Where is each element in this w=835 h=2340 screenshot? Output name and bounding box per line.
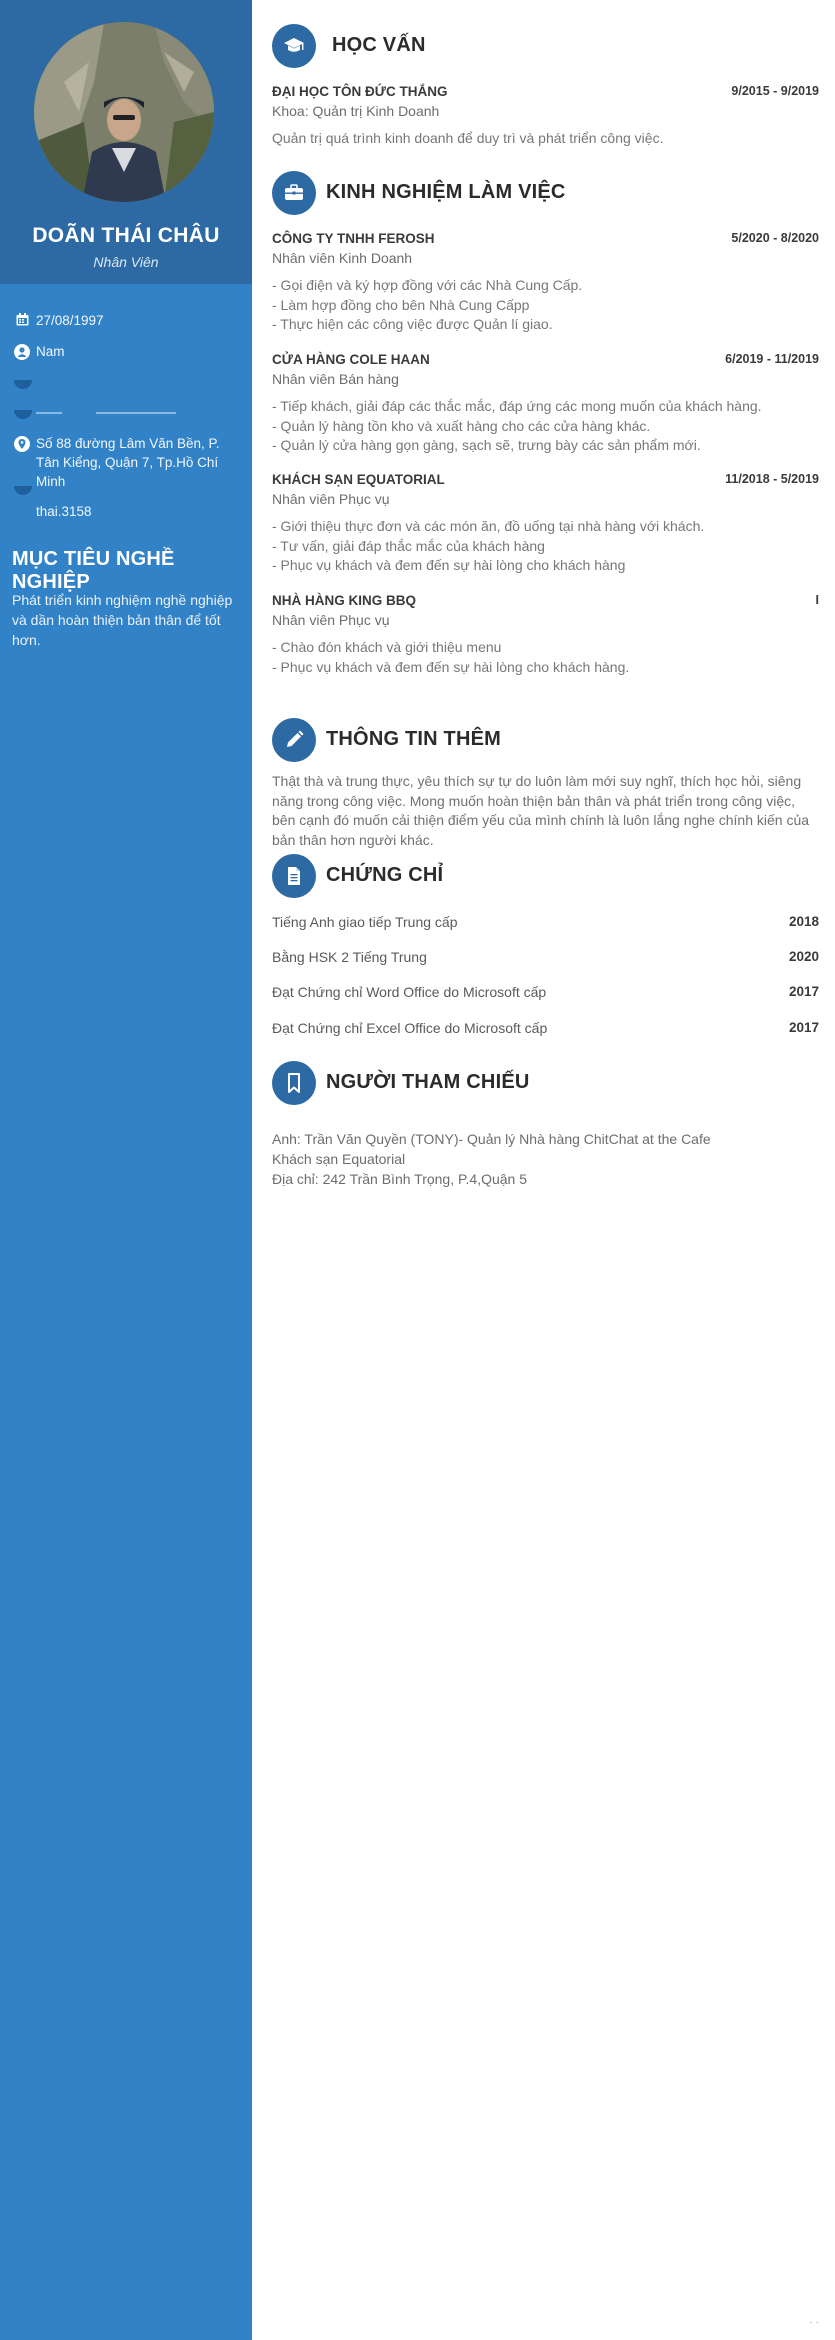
experience-dates: 6/2019 - 11/2019 [725,352,819,366]
experience-title: KINH NGHIỆM LÀM VIỆC [326,181,566,203]
gender-text: Nam [36,344,65,359]
experience-dates: 5/2020 - 8/2020 [731,231,819,245]
certificate-name: Bằng HSK 2 Tiếng Trung [272,949,427,965]
main-content [252,0,835,2340]
additional-text: Thật thà và trung thực, yêu thích sự tự do luôn làm mới suy nghĩ, thích học hỏi, siêng năng trong công việc. Mong muốn hoàn thiện bản thân và phát triển trong công việc, bên cạnh đó muốn cải thiện điểm yếu của mình chính là luôn lắng nghe chính kiến của bản thân hơn người khác. [272,773,810,848]
experience-entry [272,472,819,576]
avatar-photo [34,22,214,202]
social-row[interactable] [14,502,242,521]
company-name: KHÁCH SẠN EQUATORIAL [272,472,445,487]
experience-dates: 11/2018 - 5/2019 [725,472,819,486]
references-title: NGƯỜI THAM CHIẾU [326,1071,530,1093]
reference-line: Địa chỉ: 242 Trần Bình Trọng, P.4,Quận 5 [272,1171,528,1187]
job-description [272,638,819,677]
job-description [272,517,819,576]
certificate-name: Đạt Chứng chỉ Word Office do Microsoft cấp [272,984,547,1000]
sidebar [0,0,252,2340]
briefcase-icon [272,171,316,215]
certificate-year: 2018 [788,914,819,929]
experience-entry [272,352,819,456]
email-icon [14,410,32,419]
certificate-year: 2017 [788,1020,819,1035]
social-icon [14,486,32,495]
education-entry [272,84,819,149]
reference-line: Anh: Trần Văn Quyền (TONY)- Quản lý Nhà hàng ChitChat at the Cafe [272,1131,711,1147]
objective-text: Phát triển kinh nghiệm nghề nghiệp và dần hoàn thiện bản thân để tốt hơn. [12,592,233,648]
certificate-row [272,1020,819,1040]
document-icon [272,854,316,898]
calendar-icon [14,313,30,329]
job-duty: - Tư vấn, giải đáp thắc mắc của khách hàng [272,537,545,554]
education-dates: 9/2015 - 9/2019 [731,84,819,98]
job-position: Nhân viên Kinh Doanh [272,250,413,266]
job-duty: - Gọi điện và ký hợp đồng với các Nhà Cung Cấp. [272,277,583,293]
phone-icon [14,380,32,389]
certificate-row [272,949,819,969]
certificate-name: Tiếng Anh giao tiếp Trung cấp [272,914,458,930]
company-name: CÔNG TY TNHH FEROSH [272,231,435,246]
candidate-role: Nhân Viên [93,254,159,270]
additional-title: THÔNG TIN THÊM [326,728,502,750]
job-duty: - Quản lý hàng tồn kho và xuất hàng cho các cửa hàng khác. [272,417,651,434]
birthday-row [14,311,242,330]
job-duty: - Chào đón khách và giới thiệu menu [272,639,502,655]
company-name: NHÀ HÀNG KING BBQ [272,593,416,608]
page-marker: · · [809,2317,819,2328]
reference-details [272,1129,819,1189]
experience-entry [272,593,819,677]
social-handle[interactable]: thai.3158 [36,504,92,519]
certificate-name: Đạt Chứng chỉ Excel Office do Microsoft cấp [272,1020,548,1036]
avatar [34,22,214,202]
job-duty: - Tiếp khách, giải đáp các thắc mắc, đáp ứng các mong muốn của khách hàng. [272,398,762,414]
job-description [272,397,819,456]
profile-header [0,0,252,284]
job-duty: - Quản lý cửa hàng gọn gàng, sạch sẽ, trưng bày các sản phẩm mới. [272,437,701,453]
company-name: CỬA HÀNG COLE HAAN [272,352,430,367]
experience-dates: I [815,593,819,607]
job-description [272,276,819,335]
school-name: ĐẠI HỌC TÔN ĐỨC THẮNG [272,84,448,99]
user-icon [14,344,30,360]
address-row [14,434,242,491]
certificate-row [272,984,819,1004]
gender-row [14,342,242,361]
certificate-year: 2020 [788,949,819,964]
pencil-icon [272,718,316,762]
cropped-text-fragment [96,412,176,414]
faculty: Khoa: Quản trị Kinh Doanh [272,103,440,119]
job-position: Nhân viên Phục vụ [272,491,390,507]
certificate-year: 2017 [788,984,819,999]
job-duty: - Phục vụ khách và đem đến sự hài lòng cho khách hàng [272,557,626,573]
job-duty: - Giới thiệu thực đơn và các món ăn, đồ uống tại nhà hàng với khách. [272,518,705,534]
certificates-title: CHỨNG CHỈ [326,864,444,886]
reference-line: Khách sạn Equatorial [272,1151,406,1167]
address-text: Số 88 đường Lâm Văn Bền, P. Tân Kiểng, Quận 7, Tp.Hồ Chí Minh [36,436,220,489]
graduation-cap-icon [272,24,316,68]
job-duty: - Thực hiện các công việc được Quản lí giao. [272,316,553,332]
candidate-name: DOÃN THÁI CHÂU [32,224,220,247]
bookmark-icon [272,1061,316,1105]
objective-title: MỤC TIÊU NGHỀ NGHIỆP [12,548,175,593]
education-description: Quản trị quá trình kinh doanh để duy trì và phát triển công việc. [272,130,664,146]
job-duty: - Làm hợp đồng cho bên Nhà Cung Cấpp [272,296,530,313]
certificate-row [272,914,819,934]
birthday-text: 27/08/1997 [36,313,104,328]
education-title: HỌC VẤN [332,34,426,56]
job-duty: - Phục vụ khách và đem đến sự hài lòng cho khách hàng. [272,658,630,675]
experience-entry [272,231,819,335]
job-position: Nhân viên Bán hàng [272,371,399,387]
cropped-text-fragment [36,412,62,414]
job-position: Nhân viên Phục vụ [272,612,390,628]
map-pin-icon [14,436,30,452]
